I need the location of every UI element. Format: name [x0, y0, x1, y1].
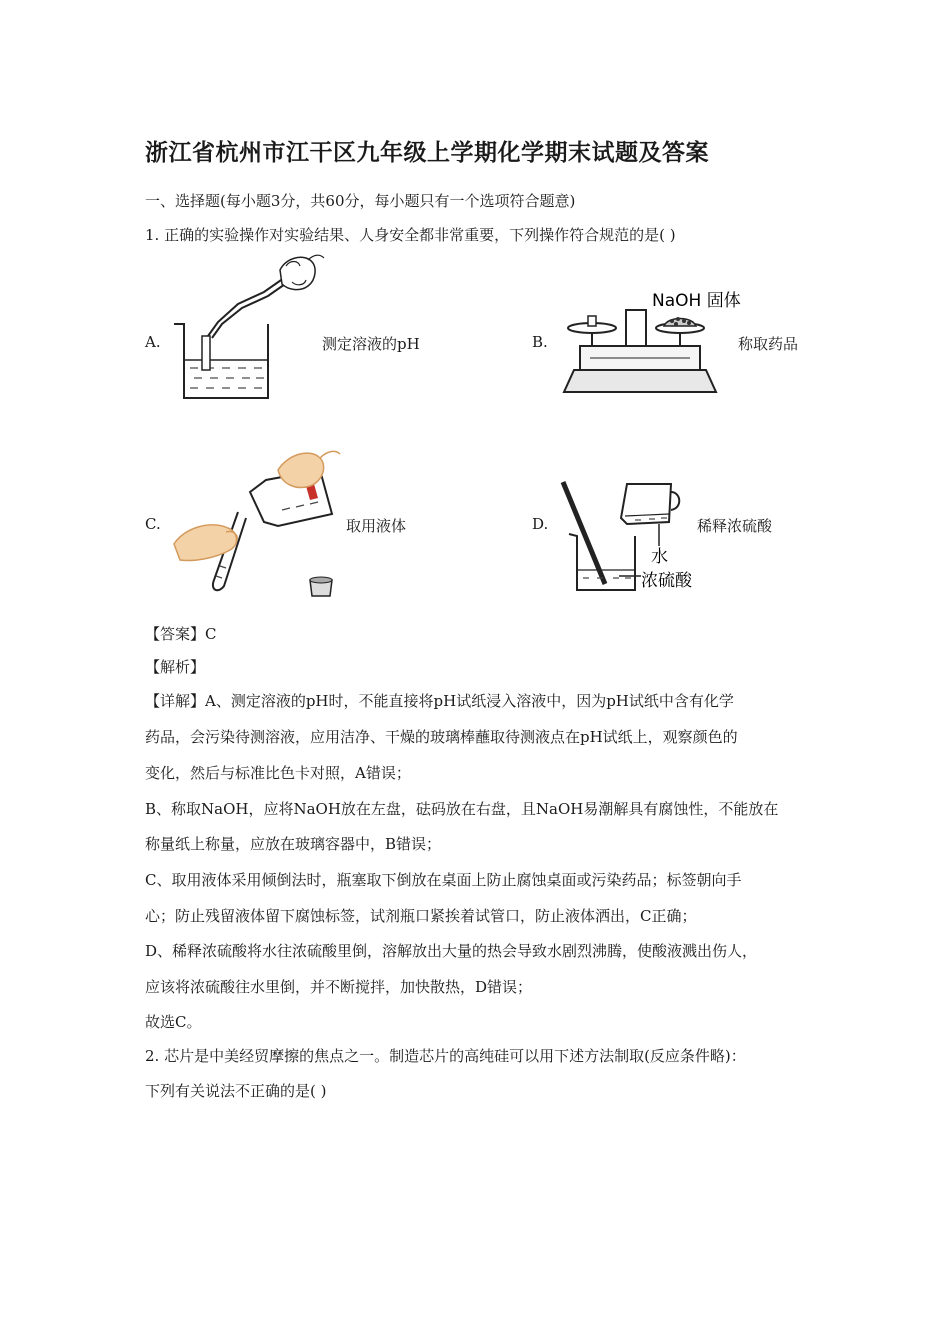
explanation-line: 【详解】A、测定溶液的pH时，不能直接将pH试纸浸入溶液中，因为pH试纸中含有化学 — [145, 692, 734, 710]
explanation-line: 故选C。 — [145, 1013, 202, 1031]
explanation-line: 应该将浓硫酸往水里倒，并不断搅拌，加快散热，D错误； — [145, 978, 533, 996]
explanation-line: C、取用液体采用倾倒法时，瓶塞取下倒放在桌面上防止腐蚀桌面或污染药品；标签朝向手 — [145, 871, 742, 889]
option-c-letter: C. — [145, 515, 161, 533]
analysis-heading: 【解析】 — [145, 658, 206, 676]
explanation-line: 变化，然后与标准比色卡对照，A错误； — [145, 764, 411, 782]
section-heading: 一、选择题(每小题3分，共60分，每小题只有一个选项符合题意) — [145, 192, 576, 210]
explanation-line: B、称取NaOH，应将NaOH放在左盘，砝码放在右盘，且NaOH易潮解具有腐蚀性，不能放在 — [145, 800, 779, 818]
water-label: 水 — [651, 547, 668, 567]
option-a-caption: 测定溶液的pH — [322, 335, 420, 353]
question-1-stem: 1. 正确的实验操作对实验结果、人身安全都非常重要，下列操作符合规范的是( ) — [145, 226, 676, 244]
explanation-line: 药品，会污染待测溶液，应用洁净、干燥的玻璃棒蘸取待测液点在pH试纸上，观察颜色的 — [145, 728, 738, 746]
explanation-line: D、稀释浓硫酸将水往浓硫酸里倒，溶解放出大量的热会导致水剧烈沸腾，使酸液溅出伤人， — [145, 942, 758, 960]
question-2-stem: 2. 芯片是中美经贸摩擦的焦点之一。制造芯片的高纯硅可以用下述方法制取(反应条件略)： — [145, 1047, 746, 1065]
option-d-caption: 稀释浓硫酸 — [697, 517, 773, 535]
figure-pour-liquid — [170, 440, 340, 600]
option-a-letter: A. — [145, 333, 161, 351]
figure-balance — [560, 288, 741, 398]
figure-ph-test — [168, 252, 328, 402]
question-2-prompt: 下列有关说法不正确的是( ) — [145, 1082, 327, 1100]
option-c-caption: 取用液体 — [346, 517, 407, 535]
explanation-line: 心；防止残留液体留下腐蚀标签，试剂瓶口紧挨着试管口，防止液体洒出，C正确； — [145, 907, 697, 925]
concentrated-acid-label: 浓硫酸 — [641, 571, 692, 591]
answer-line: 【答案】C — [145, 625, 217, 643]
option-d-letter: D. — [532, 515, 549, 533]
naoh-solid-label: NaOH 固体 — [652, 291, 741, 311]
option-b-letter: B. — [532, 333, 548, 351]
figure-dilute-acid — [555, 478, 700, 596]
explanation-line: 称量纸上称量，应放在玻璃容器中，B错误； — [145, 835, 442, 853]
option-b-caption: 称取药品 — [738, 335, 799, 353]
page-title: 浙江省杭州市江干区九年级上学期化学期末试题及答案 — [145, 140, 709, 166]
